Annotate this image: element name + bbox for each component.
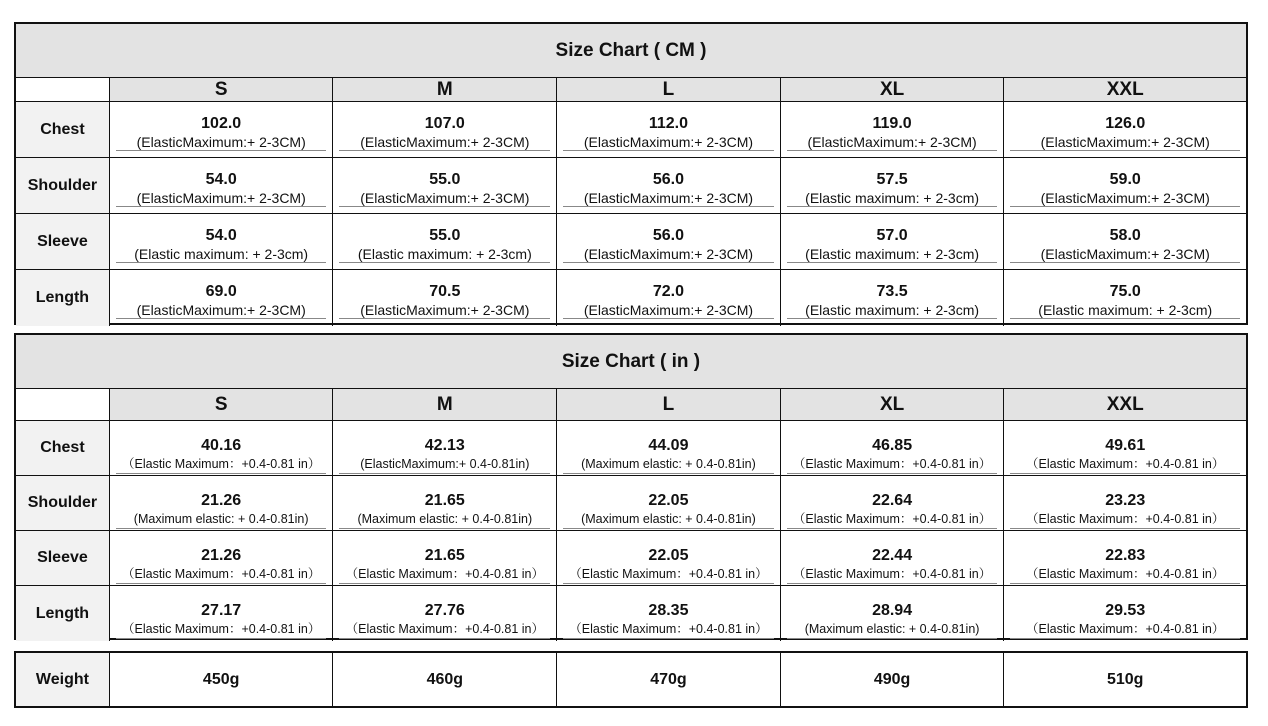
table-row bbox=[16, 586, 1246, 641]
measurement-value: 126.0 bbox=[1105, 115, 1146, 132]
row-label: Chest bbox=[16, 102, 110, 157]
table-cell bbox=[110, 586, 334, 641]
elastic-note: (Maximum elastic: + 0.4-0.81in) bbox=[563, 511, 774, 529]
elastic-note: （Elastic Maximum：+0.4-0.81 in） bbox=[116, 566, 327, 584]
table-cell bbox=[781, 102, 1005, 157]
table-cell bbox=[781, 214, 1005, 269]
measurement-value: 22.44 bbox=[872, 547, 913, 564]
table-cell bbox=[333, 421, 557, 475]
elastic-note: (ElasticMaximum:+ 2-3CM) bbox=[1010, 246, 1240, 263]
elastic-note: （Elastic Maximum：+0.4-0.81 in） bbox=[787, 566, 998, 584]
size-header-row bbox=[16, 78, 1246, 102]
measurement-value: 21.26 bbox=[201, 547, 242, 564]
weight-value: 450g bbox=[110, 653, 334, 706]
elastic-note: (Elastic maximum: + 2-3cm) bbox=[787, 246, 998, 263]
row-label: Shoulder bbox=[16, 476, 110, 530]
table-row bbox=[16, 531, 1246, 586]
table-cell bbox=[781, 476, 1005, 530]
table-cell bbox=[557, 531, 781, 585]
weight-value: 490g bbox=[781, 653, 1005, 706]
measurement-value: 59.0 bbox=[1109, 171, 1141, 188]
table-cell bbox=[110, 476, 334, 530]
table-row bbox=[16, 270, 1246, 326]
table-cell bbox=[1004, 476, 1246, 530]
elastic-note: (ElasticMaximum:+ 2-3CM) bbox=[563, 302, 774, 319]
elastic-note: (Maximum elastic: + 0.4-0.81in) bbox=[787, 621, 998, 639]
elastic-note: （Elastic Maximum：+0.4-0.81 in） bbox=[339, 566, 550, 584]
elastic-note: (Maximum elastic: + 0.4-0.81in) bbox=[563, 456, 774, 474]
elastic-note: (ElasticMaximum:+ 2-3CM) bbox=[787, 134, 998, 151]
table-cell bbox=[557, 421, 781, 475]
elastic-note: (ElasticMaximum:+ 2-3CM) bbox=[1010, 134, 1240, 151]
measurement-value: 22.64 bbox=[872, 492, 913, 509]
elastic-note: （Elastic Maximum：+0.4-0.81 in） bbox=[1010, 621, 1240, 639]
measurement-value: 29.53 bbox=[1105, 602, 1146, 619]
size-header-s: S bbox=[110, 78, 334, 101]
measurement-value: 75.0 bbox=[1109, 283, 1141, 300]
size-header-xxl: XXL bbox=[1004, 78, 1246, 101]
table-row bbox=[16, 421, 1246, 476]
weight-value: 460g bbox=[333, 653, 557, 706]
table-row bbox=[16, 214, 1246, 270]
measurement-value: 56.0 bbox=[652, 227, 685, 244]
row-label: Shoulder bbox=[16, 158, 110, 213]
measurement-value: 46.85 bbox=[872, 437, 913, 454]
elastic-note: (Elastic maximum: + 2-3cm) bbox=[1010, 302, 1240, 319]
elastic-note: (Elastic maximum: + 2-3cm) bbox=[787, 190, 998, 207]
table-cell bbox=[1004, 270, 1246, 326]
elastic-note: （Elastic Maximum：+0.4-0.81 in） bbox=[1010, 456, 1240, 474]
row-label: Sleeve bbox=[16, 531, 110, 585]
measurement-value: 55.0 bbox=[429, 227, 461, 244]
size-header-row bbox=[16, 389, 1246, 421]
table-cell bbox=[1004, 531, 1246, 585]
elastic-note: (ElasticMaximum:+ 2-3CM) bbox=[339, 134, 550, 151]
table-cell bbox=[333, 531, 557, 585]
elastic-note: (Elastic maximum: + 2-3cm) bbox=[116, 246, 327, 263]
measurement-value: 42.13 bbox=[424, 437, 465, 454]
size-header-xxl: XXL bbox=[1004, 389, 1246, 420]
measurement-value: 112.0 bbox=[648, 115, 689, 132]
table-cell bbox=[557, 102, 781, 157]
measurement-value: 70.5 bbox=[429, 283, 461, 300]
size-header-l: L bbox=[557, 78, 781, 101]
size-header-xl: XL bbox=[781, 78, 1005, 101]
table-cell bbox=[557, 270, 781, 326]
size-header-s: S bbox=[110, 389, 334, 420]
measurement-value: 21.26 bbox=[201, 492, 242, 509]
table-title-cm: Size Chart ( CM ) bbox=[16, 24, 1246, 78]
table-cell bbox=[333, 102, 557, 157]
elastic-note: （Elastic Maximum：+0.4-0.81 in） bbox=[787, 456, 998, 474]
measurement-value: 27.17 bbox=[201, 602, 242, 619]
row-label: Weight bbox=[16, 653, 110, 706]
measurement-value: 22.05 bbox=[648, 547, 689, 564]
row-label: Sleeve bbox=[16, 214, 110, 269]
table-body bbox=[16, 421, 1246, 641]
table-cell bbox=[1004, 586, 1246, 641]
elastic-note: （Elastic Maximum：+0.4-0.81 in） bbox=[1010, 566, 1240, 584]
table-title-in: Size Chart ( in ) bbox=[16, 335, 1246, 389]
table-body bbox=[16, 653, 1246, 706]
elastic-note: （Elastic Maximum：+0.4-0.81 in） bbox=[563, 566, 774, 584]
elastic-note: (ElasticMaximum:+ 2-3CM) bbox=[339, 302, 550, 319]
table-cell bbox=[557, 214, 781, 269]
elastic-note: （Elastic Maximum：+0.4-0.81 in） bbox=[339, 621, 550, 639]
measurement-value: 56.0 bbox=[652, 171, 685, 188]
weight-value: 510g bbox=[1106, 670, 1144, 688]
table-cell bbox=[333, 270, 557, 326]
measurement-value: 73.5 bbox=[876, 283, 908, 300]
size-header-m: M bbox=[333, 389, 557, 420]
table-cell bbox=[1004, 421, 1246, 475]
measurement-value: 49.61 bbox=[1105, 437, 1146, 454]
measurement-value: 69.0 bbox=[205, 283, 237, 300]
elastic-note: (Maximum elastic: + 0.4-0.81in) bbox=[116, 511, 327, 529]
row-label: Length bbox=[16, 586, 110, 641]
elastic-note: (Elastic maximum: + 2-3cm) bbox=[339, 246, 550, 263]
table-cell bbox=[110, 531, 334, 585]
size-chart-cm-table bbox=[14, 22, 1248, 325]
table-cell bbox=[110, 214, 334, 269]
measurement-value: 27.76 bbox=[424, 602, 465, 619]
table-cell bbox=[333, 214, 557, 269]
table-cell bbox=[1004, 158, 1246, 213]
measurement-value: 54.0 bbox=[205, 227, 237, 244]
measurement-value: 21.65 bbox=[424, 492, 465, 509]
table-row bbox=[16, 476, 1246, 531]
size-header-m: M bbox=[333, 78, 557, 101]
table-cell bbox=[557, 476, 781, 530]
table-cell bbox=[110, 102, 334, 157]
elastic-note: （Elastic Maximum：+0.4-0.81 in） bbox=[116, 456, 327, 474]
measurement-value: 55.0 bbox=[429, 171, 461, 188]
table-row bbox=[16, 158, 1246, 214]
measurement-value: 119.0 bbox=[872, 115, 912, 132]
measurement-value: 58.0 bbox=[1109, 227, 1141, 244]
weight-table bbox=[14, 651, 1248, 708]
table-cell bbox=[781, 270, 1005, 326]
measurement-value: 28.35 bbox=[648, 602, 689, 619]
elastic-note: （Elastic Maximum：+0.4-0.81 in） bbox=[787, 511, 998, 529]
header-corner bbox=[16, 78, 110, 101]
measurement-value: 107.0 bbox=[424, 115, 465, 132]
measurement-value: 23.23 bbox=[1105, 492, 1146, 509]
table-cell bbox=[333, 586, 557, 641]
table-cell bbox=[557, 586, 781, 641]
elastic-note: (ElasticMaximum:+ 2-3CM) bbox=[1010, 190, 1240, 207]
table-row bbox=[16, 102, 1246, 158]
elastic-note: （Elastic Maximum：+0.4-0.81 in） bbox=[116, 621, 327, 639]
measurement-value: 22.83 bbox=[1105, 547, 1146, 564]
table-body bbox=[16, 102, 1246, 326]
elastic-note: (ElasticMaximum:+ 2-3CM) bbox=[563, 190, 774, 207]
row-label: Length bbox=[16, 270, 110, 326]
table-cell bbox=[110, 421, 334, 475]
measurement-value: 54.0 bbox=[205, 171, 237, 188]
elastic-note: (ElasticMaximum:+ 0.4-0.81in) bbox=[339, 456, 550, 474]
elastic-note: (ElasticMaximum:+ 2-3CM) bbox=[563, 246, 774, 263]
size-header-l: L bbox=[557, 389, 781, 420]
table-cell bbox=[781, 586, 1005, 641]
elastic-note: (ElasticMaximum:+ 2-3CM) bbox=[116, 302, 327, 319]
measurement-value: 44.09 bbox=[648, 437, 689, 454]
measurement-value: 72.0 bbox=[652, 283, 685, 300]
table-cell bbox=[110, 158, 334, 213]
elastic-note: (ElasticMaximum:+ 2-3CM) bbox=[116, 134, 327, 151]
measurement-value: 102.0 bbox=[201, 115, 242, 132]
header-corner bbox=[16, 389, 110, 420]
elastic-note: (ElasticMaximum:+ 2-3CM) bbox=[563, 134, 774, 151]
table-cell bbox=[1004, 214, 1246, 269]
table-cell bbox=[110, 270, 334, 326]
elastic-note: （Elastic Maximum：+0.4-0.81 in） bbox=[563, 621, 774, 639]
measurement-value: 57.0 bbox=[876, 227, 908, 244]
size-chart-in-table bbox=[14, 333, 1248, 640]
elastic-note: (Maximum elastic: + 0.4-0.81in) bbox=[339, 511, 550, 529]
elastic-note: (Elastic maximum: + 2-3cm) bbox=[787, 302, 998, 319]
table-row bbox=[16, 653, 1246, 706]
table-cell bbox=[557, 158, 781, 213]
measurement-value: 57.5 bbox=[876, 171, 908, 188]
measurement-value: 22.05 bbox=[648, 492, 689, 509]
elastic-note: (ElasticMaximum:+ 2-3CM) bbox=[339, 190, 550, 207]
measurement-value: 40.16 bbox=[201, 437, 242, 454]
measurement-value: 28.94 bbox=[872, 602, 913, 619]
table-cell bbox=[781, 421, 1005, 475]
size-header-xl: XL bbox=[781, 389, 1005, 420]
table-cell bbox=[333, 158, 557, 213]
weight-value: 470g bbox=[557, 653, 781, 706]
table-cell bbox=[781, 531, 1005, 585]
elastic-note: (ElasticMaximum:+ 2-3CM) bbox=[116, 190, 327, 207]
measurement-value: 21.65 bbox=[424, 547, 465, 564]
table-cell bbox=[1004, 102, 1246, 157]
elastic-note: （Elastic Maximum：+0.4-0.81 in） bbox=[1010, 511, 1240, 529]
row-label: Chest bbox=[16, 421, 110, 475]
table-cell bbox=[333, 476, 557, 530]
table-cell bbox=[781, 158, 1005, 213]
